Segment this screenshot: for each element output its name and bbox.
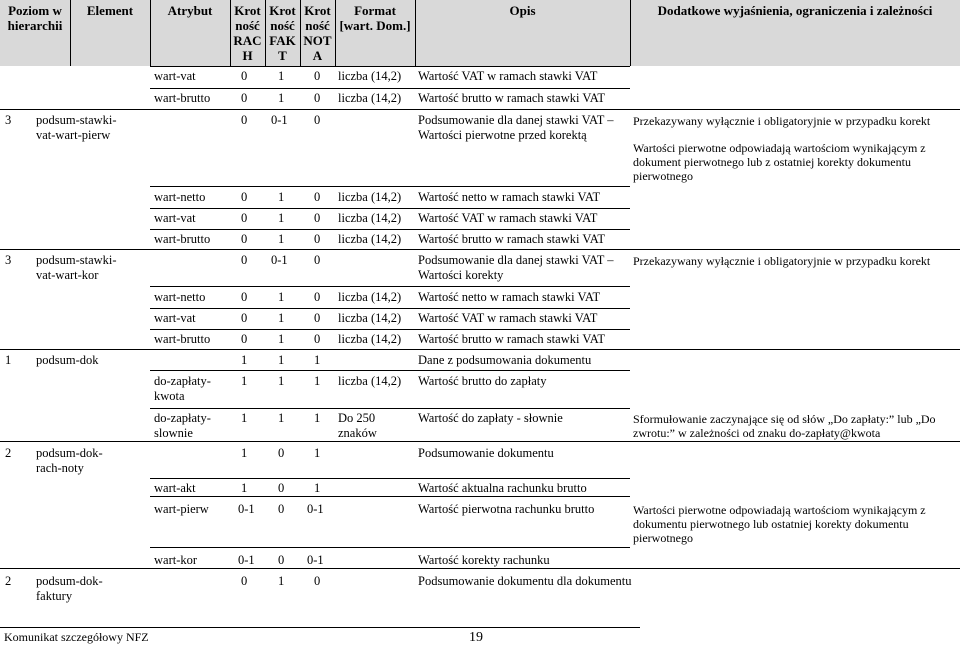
cell-rac: 1 [241,481,248,495]
header-divider [70,0,71,66]
row-rule [150,496,630,497]
header-format: Format [wart. Dom.] [339,3,411,33]
footer-rule [0,627,640,628]
cell-not: 0 [314,332,321,346]
header-attribute: Atrybut [167,3,213,18]
header-divider [150,0,151,66]
cell-description: Dane z podsumowania dokumentu [418,353,592,367]
cell-not: 0 [314,290,321,304]
cell-attribute: do-zapłaty- kwota [154,374,211,403]
cell-fak: 0 [278,446,285,460]
cell-attribute: wart-pierw [154,502,209,516]
cell-rac: 0 [241,574,248,588]
row-rule [0,249,960,250]
page-number: 19 [469,630,483,645]
cell-notes: Przekazywany wyłącznie i obligatoryjnie w przypadku korekt [633,254,931,268]
cell-fak: 1 [278,411,285,425]
cell-fak: 0 [278,553,285,567]
cell-not: 0 [314,211,321,225]
cell-description: Wartość korekty rachunku [418,553,550,567]
cell-notes: Przekazywany wyłącznie i obligatoryjnie w przypadku korekt [633,114,931,128]
cell-notes: Sformułowanie zaczynające się od słów „Do zapłaty:” lub „Do zwrotu:” w zależności od znaku do-zapłaty@kwota [633,412,936,440]
row-rule [150,88,630,89]
cell-level: 2 [5,574,12,588]
cell-attribute: do-zapłaty- slownie [154,411,211,440]
cell-description: Wartość brutto w ramach stawki VAT [418,91,606,105]
cell-fak: 0 [278,481,285,495]
cell-not: 0 [314,232,321,246]
cell-not: 0 [314,91,321,105]
row-rule [150,370,630,371]
cell-attribute: wart-netto [154,290,206,304]
cell-rac: 1 [241,353,248,367]
cell-description: Podsumowanie dla danej stawki VAT – Wartości pierwotne przed korektą [418,113,614,142]
header-description: Opis [509,3,536,18]
row-rule [150,186,630,187]
cell-not: 0 [314,69,321,83]
header-divider [300,0,301,66]
header-element: Element [86,3,134,18]
header-rac: Krot ność RAC H [233,3,262,63]
cell-not: 1 [314,374,321,388]
footer-title: Komunikat szczegółowy NFZ [4,630,149,644]
cell-description: Wartość brutto w ramach stawki VAT [418,232,606,246]
cell-attribute: wart-vat [154,211,196,225]
cell-fak: 1 [278,353,285,367]
cell-element: podsum-dok- rach-noty [36,446,103,475]
cell-rac: 1 [241,446,248,460]
cell-element: podsum-stawki- vat-wart-kor [36,253,117,282]
cell-rac: 0 [241,190,248,204]
cell-attribute: wart-vat [154,311,196,325]
cell-attribute: wart-kor [154,553,198,567]
cell-description: Podsumowanie dokumentu [418,446,554,460]
cell-notes: Wartości pierwotne odpowiadają wartościom wynikającym z dokumentu pierwotnego lub ostatniej korekty dokumentu pierwotnego [633,503,926,545]
cell-rac: 0 [241,290,248,304]
header-notes: Dodatkowe wyjaśnienia, ograniczenia i zależności [657,3,933,18]
row-rule [150,478,630,479]
cell-not: 0 [314,190,321,204]
row-rule [150,408,630,409]
cell-not: 0 [314,574,321,588]
cell-description: Wartość aktualna rachunku brutto [418,481,587,495]
cell-rac: 0 [241,211,248,225]
cell-rac: 0 [241,232,248,246]
cell-description: Wartość pierwotna rachunku brutto [418,502,595,516]
row-rule [150,208,630,209]
cell-element: podsum-dok [36,353,99,367]
cell-format: liczba (14,2) [338,69,402,83]
cell-fak: 1 [278,332,285,346]
cell-description: Podsumowanie dla danej stawki VAT – Wartości korekty [418,253,614,282]
header-divider [415,0,416,66]
cell-format: liczba (14,2) [338,211,402,225]
cell-fak: 1 [278,311,285,325]
cell-rac: 0 [241,69,248,83]
cell-level: 1 [5,353,12,367]
cell-not: 1 [314,411,321,425]
cell-format: liczba (14,2) [338,232,402,246]
cell-element: podsum-stawki- vat-wart-pierw [36,113,117,142]
table-header [0,0,960,66]
cell-not: 1 [314,481,321,495]
cell-rac: 0 [241,91,248,105]
header-divider [630,0,631,66]
cell-fak: 0 [278,502,285,516]
row-rule [150,229,630,230]
cell-format: liczba (14,2) [338,290,402,304]
cell-fak: 1 [278,69,285,83]
cell-attribute: wart-akt [154,481,196,495]
row-rule [0,109,960,110]
cell-not: 1 [314,353,321,367]
cell-description: Wartość do zapłaty - słownie [418,411,563,425]
cell-fak: 1 [278,574,285,588]
cell-not: 0-1 [307,502,324,516]
cell-attribute: wart-brutto [154,91,211,105]
cell-description: Wartość VAT w ramach stawki VAT [418,211,598,225]
cell-description: Wartość brutto w ramach stawki VAT [418,332,606,346]
cell-rac: 0 [241,311,248,325]
cell-level: 2 [5,446,12,460]
cell-fak: 1 [278,232,285,246]
header-divider [335,0,336,66]
cell-rac: 0-1 [238,553,255,567]
header-divider [230,0,231,66]
header-divider [265,0,266,66]
cell-rac: 0 [241,332,248,346]
cell-format: liczba (14,2) [338,311,402,325]
cell-not: 1 [314,446,321,460]
cell-not: 0-1 [307,553,324,567]
cell-level: 3 [5,253,12,267]
cell-format: liczba (14,2) [338,91,402,105]
header-fak: Krot ność FAK T [269,3,296,63]
row-rule [150,286,630,287]
cell-description: Wartość VAT w ramach stawki VAT [418,69,598,83]
cell-description: Wartość netto w ramach stawki VAT [418,290,601,304]
row-rule [0,441,960,442]
cell-fak: 1 [278,374,285,388]
cell-not: 0 [314,113,321,127]
cell-attribute: wart-brutto [154,232,211,246]
cell-fak: 1 [278,290,285,304]
cell-attribute: wart-netto [154,190,206,204]
cell-fak: 0-1 [271,253,288,267]
cell-rac: 1 [241,374,248,388]
cell-rac: 1 [241,411,248,425]
cell-attribute: wart-vat [154,69,196,83]
cell-not: 0 [314,311,321,325]
row-rule [0,349,960,350]
cell-fak: 1 [278,91,285,105]
cell-format: liczba (14,2) [338,190,402,204]
row-rule [150,329,630,330]
cell-format: Do 250 znaków [338,411,377,440]
cell-description: Wartość VAT w ramach stawki VAT [418,311,598,325]
row-rule [150,66,630,67]
cell-description: Wartość netto w ramach stawki VAT [418,190,601,204]
cell-format: liczba (14,2) [338,374,402,388]
row-rule [0,568,960,569]
cell-format: liczba (14,2) [338,332,402,346]
cell-rac: 0 [241,113,248,127]
cell-rac: 0 [241,253,248,267]
cell-description: Podsumowanie dokumentu dla dokumentu [418,574,632,588]
cell-notes-extra: Wartości pierwotne odpowiadają wartościom wynikającym z dokument pierwotnego lub z ostatniej korekty dokumentu pierwotnego [633,141,926,183]
cell-fak: 1 [278,190,285,204]
header-level: Poziom w hierarchii [7,3,63,33]
cell-fak: 1 [278,211,285,225]
cell-not: 0 [314,253,321,267]
cell-fak: 0-1 [271,113,288,127]
row-rule [150,547,630,548]
cell-element: podsum-dok- faktury [36,574,103,603]
cell-rac: 0-1 [238,502,255,516]
header-not: Krot ność NOT A [303,3,332,63]
cell-description: Wartość brutto do zapłaty [418,374,547,388]
row-rule [150,308,630,309]
cell-attribute: wart-brutto [154,332,211,346]
cell-level: 3 [5,113,12,127]
